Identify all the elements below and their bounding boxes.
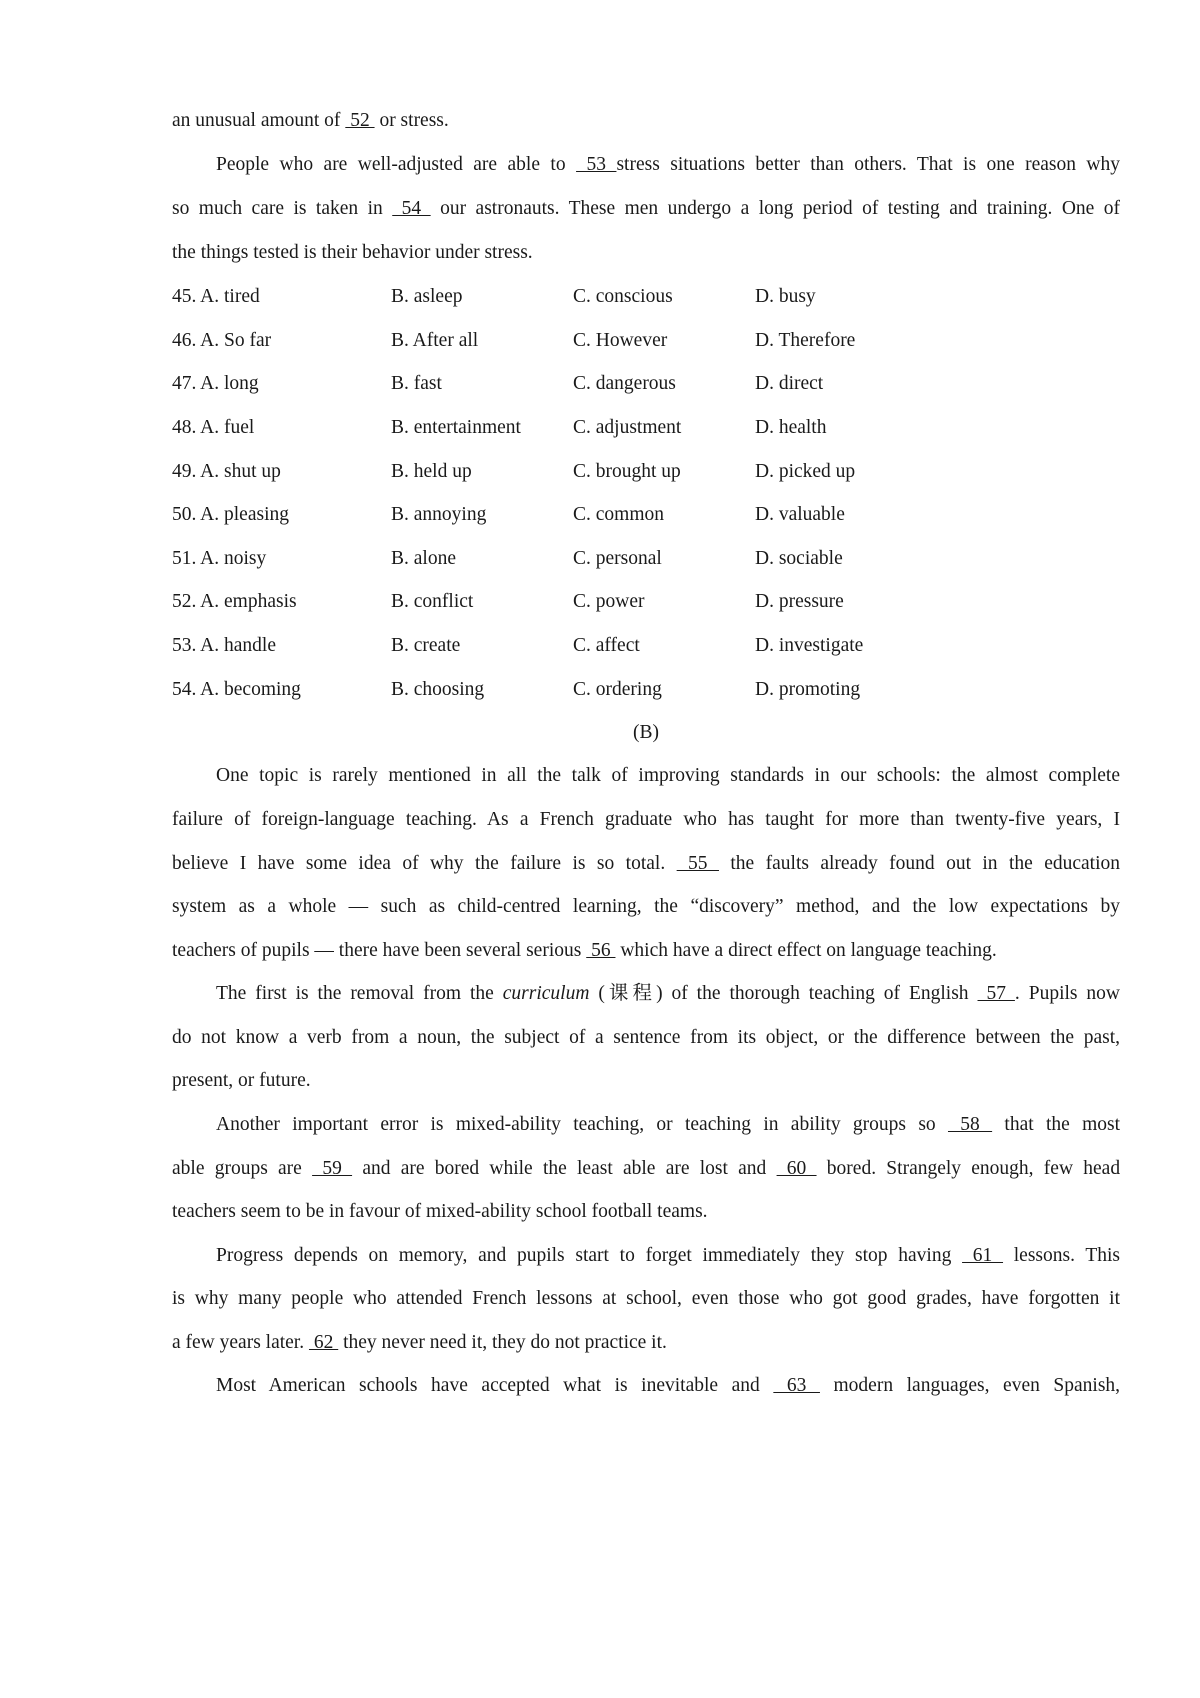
option-c: C. personal xyxy=(573,548,662,569)
passage-b-p1-line-3 xyxy=(172,851,1120,877)
text-run: . Pupils now xyxy=(1014,983,1121,1004)
option-c: C. ordering xyxy=(573,679,662,700)
blank-52: 52 xyxy=(345,110,375,131)
passage-b-p3-line-1 xyxy=(172,1112,1120,1138)
text-run: a few years later. xyxy=(172,1332,305,1353)
passage-b-p2-line-1 xyxy=(172,981,1120,1007)
option-row-48 xyxy=(172,415,1120,441)
option-d: D. investigate xyxy=(755,635,864,656)
option-row-52 xyxy=(172,589,1120,615)
text-run: and are bored while the least able are lost and xyxy=(362,1158,767,1179)
passage-a-line-3 xyxy=(172,196,1120,222)
section-b-heading: (B) xyxy=(633,722,659,743)
passage-a-line-1 xyxy=(172,108,1120,134)
option-d: D. promoting xyxy=(755,679,861,700)
blank-59: 59 xyxy=(312,1158,353,1179)
passage-b-p1-line-4: system as a whole — such as child-centred learning, the “discovery” method, and the low expectations by xyxy=(172,896,1120,917)
option-d: D. busy xyxy=(755,286,816,307)
option-b: B. held up xyxy=(391,461,472,482)
blank-54: 54 xyxy=(392,198,431,219)
option-row-53 xyxy=(172,633,1120,659)
option-b: B. conflict xyxy=(391,591,474,612)
option-row-47 xyxy=(172,371,1120,397)
text-run: an unusual amount of xyxy=(172,110,341,131)
option-a: 47. A. long xyxy=(172,373,259,394)
text-run: Most American schools have accepted what is inevitable and xyxy=(216,1375,760,1396)
text-run: teachers of pupils — there have been several serious xyxy=(172,940,582,961)
option-d: D. Therefore xyxy=(755,330,856,351)
text-run: that the most xyxy=(1004,1114,1121,1135)
text-run: the faults already found out in the education xyxy=(730,853,1121,874)
option-row-51 xyxy=(172,546,1120,572)
text-run: or stress. xyxy=(379,110,449,131)
option-d: D. valuable xyxy=(755,504,845,525)
option-row-45 xyxy=(172,284,1120,310)
option-d: D. sociable xyxy=(755,548,843,569)
blank-53: 53 xyxy=(576,154,617,175)
blank-63: 63 xyxy=(773,1375,820,1396)
text-run: (课程) of the thorough teaching of English xyxy=(589,983,978,1004)
option-row-46 xyxy=(172,328,1120,354)
text-run: People who are well-adjusted are able to xyxy=(216,154,566,175)
option-c: C. dangerous xyxy=(573,373,676,394)
option-c: C. However xyxy=(573,330,668,351)
text-run: modern languages, even Spanish, xyxy=(833,1375,1121,1396)
blank-58: 58 xyxy=(947,1114,993,1135)
passage-b-p1-line-5 xyxy=(172,938,1120,964)
passage-b-p3-line-3: teachers seem to be in favour of mixed-ability school football teams. xyxy=(172,1201,708,1222)
option-c: C. affect xyxy=(573,635,640,656)
italic-term: curriculum xyxy=(502,983,590,1004)
blank-57: 57 xyxy=(977,983,1015,1004)
blank-61: 61 xyxy=(962,1245,1004,1266)
passage-a-line-2 xyxy=(172,152,1120,178)
option-d: D. health xyxy=(755,417,827,438)
option-b: B. asleep xyxy=(391,286,463,307)
option-d: D. picked up xyxy=(755,461,856,482)
passage-b-p2-line-3: present, or future. xyxy=(172,1070,311,1091)
option-a: 48. A. fuel xyxy=(172,417,255,438)
option-a: 50. A. pleasing xyxy=(172,504,289,525)
text-run: so much care is taken in xyxy=(172,198,383,219)
option-a: 46. A. So far xyxy=(172,330,272,351)
text-run: they never need it, they do not practice it. xyxy=(343,1332,667,1353)
text-run: Progress depends on memory, and pupils start to forget immediately they stop having xyxy=(216,1245,952,1266)
text-run: Another important error is mixed-ability teaching, or teaching in ability groups so xyxy=(216,1114,936,1135)
passage-b-p4-line-1 xyxy=(172,1243,1120,1269)
option-d: D. direct xyxy=(755,373,824,394)
passage-b-p2-line-2: do not know a verb from a noun, the subject of a sentence from its object, or the difference between the past, xyxy=(172,1027,1120,1048)
text-run: our astronauts. These men undergo a long period of testing and training. One of xyxy=(440,198,1121,219)
option-c: C. common xyxy=(573,504,664,525)
passage-b-p4-line-2: is why many people who attended French lessons at school, even those who got good grades, have forgotten it xyxy=(172,1288,1120,1309)
option-a: 53. A. handle xyxy=(172,635,276,656)
text-run: which have a direct effect on language teaching. xyxy=(620,940,997,961)
option-c: C. power xyxy=(573,591,645,612)
option-a: 52. A. emphasis xyxy=(172,591,297,612)
blank-55: 55 xyxy=(676,853,719,874)
text-run: believe I have some idea of why the failure is so total. xyxy=(172,853,666,874)
blank-60: 60 xyxy=(776,1158,817,1179)
option-c: C. conscious xyxy=(573,286,673,307)
passage-b-p4-line-3 xyxy=(172,1330,1120,1356)
text-run: lessons. This xyxy=(1013,1245,1121,1266)
option-row-54 xyxy=(172,677,1120,703)
option-b: B. entertainment xyxy=(391,417,521,438)
passage-b-p1-line-2: failure of foreign-language teaching. As a French graduate who has taught for more than twenty-five years, I xyxy=(172,809,1120,830)
option-b: B. fast xyxy=(391,373,442,394)
option-d: D. pressure xyxy=(755,591,844,612)
option-row-49 xyxy=(172,459,1120,485)
option-c: C. adjustment xyxy=(573,417,682,438)
text-run: The first is the removal from the xyxy=(216,983,494,1004)
option-b: B. alone xyxy=(391,548,456,569)
option-a: 54. A. becoming xyxy=(172,679,301,700)
option-a: 49. A. shut up xyxy=(172,461,281,482)
option-a: 51. A. noisy xyxy=(172,548,267,569)
option-b: B. After all xyxy=(391,330,479,351)
text-run: able groups are xyxy=(172,1158,302,1179)
option-b: B. annoying xyxy=(391,504,487,525)
option-b: B. choosing xyxy=(391,679,485,700)
text-run: stress situations better than others. That is one reason why xyxy=(616,154,1121,175)
passage-b-p5-line-1 xyxy=(172,1373,1120,1399)
text-run: bored. Strangely enough, few head xyxy=(826,1158,1121,1179)
option-b: B. create xyxy=(391,635,461,656)
passage-b-p1-line-1: One topic is rarely mentioned in all the talk of improving standards in our schools: the almost complete xyxy=(216,765,1120,786)
blank-62: 62 xyxy=(308,1332,339,1353)
option-c: C. brought up xyxy=(573,461,681,482)
blank-56: 56 xyxy=(586,940,616,961)
passage-a-line-4: the things tested is their behavior under stress. xyxy=(172,242,533,263)
option-row-50 xyxy=(172,502,1120,528)
passage-b-p3-line-2 xyxy=(172,1156,1120,1182)
option-a: 45. A. tired xyxy=(172,286,260,307)
